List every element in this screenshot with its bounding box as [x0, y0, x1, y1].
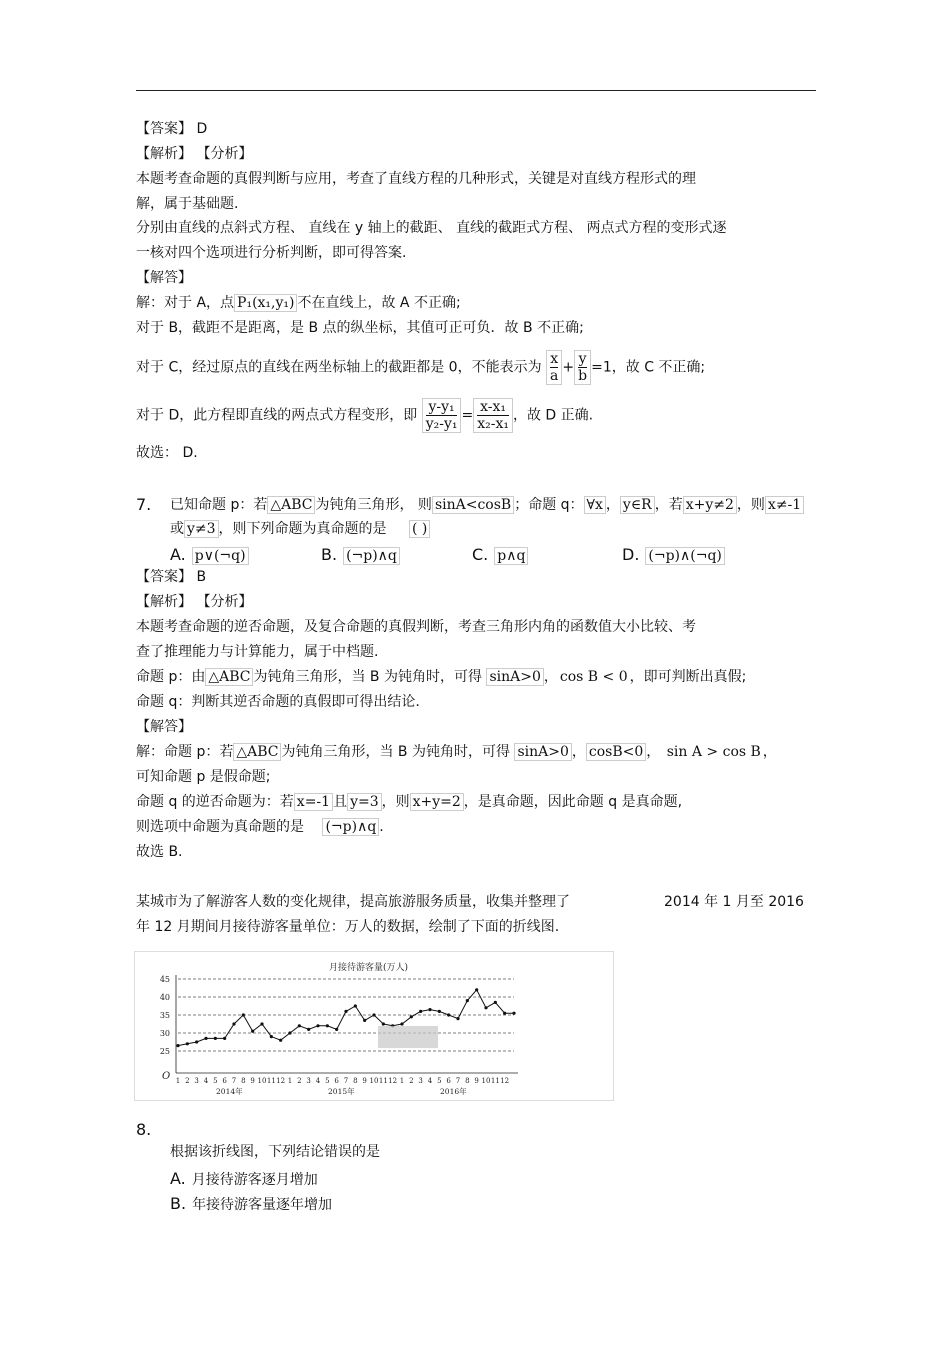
math: sinA<cosB	[432, 496, 514, 514]
x-tick-label: 9	[362, 1077, 367, 1085]
data-point	[204, 1037, 207, 1040]
data-point	[344, 1010, 347, 1013]
answer-line: 【答案】 B	[136, 569, 207, 585]
conclusion: 故选： D.	[136, 445, 198, 461]
x-tick-label: 4	[315, 1077, 321, 1085]
x-tick-label: 5	[325, 1077, 330, 1085]
numerator: x-x₁	[477, 399, 509, 416]
solution-text	[136, 743, 777, 761]
solution-text	[136, 793, 682, 811]
data-point	[475, 988, 478, 991]
text: ，	[543, 669, 558, 685]
math: ( )	[409, 520, 430, 538]
numerator: y	[578, 351, 587, 367]
analysis-text: 本题考查命题的逆否命题，及复合命题的真假判断，考查三角形内角的函数值大小比较、考	[136, 619, 696, 635]
text: 为钝角三角形，当 B 为钝角时，可得	[253, 669, 482, 685]
numerator: y-y₁	[426, 399, 458, 416]
data-point	[419, 1010, 422, 1013]
x-tick-label: 3	[306, 1077, 311, 1085]
text: ，	[646, 744, 661, 760]
analysis-text	[136, 668, 746, 686]
text: 且	[333, 794, 348, 810]
intro-text: 2014 年 1 月至 2016	[664, 894, 804, 910]
x-tick-label: 4	[427, 1077, 433, 1085]
option-c[interactable]	[472, 545, 528, 564]
analysis-text: 解，属于基础题.	[136, 196, 239, 212]
text: .	[379, 819, 384, 835]
x-tick-label: 12	[276, 1077, 286, 1085]
x-tick-label: 1	[175, 1077, 181, 1085]
math-fraction	[473, 398, 513, 433]
option-letter: C.	[472, 545, 489, 564]
option-b[interactable]	[321, 545, 400, 564]
solution-line-c: 对于 C，经过原点的直线在两坐标轴上的截距都是 0，不能表示为 $\frac{x}{a}$ + $\frac{y}{b}$ =1，故 C 不正确;	[136, 351, 706, 384]
data-point	[232, 1022, 235, 1025]
math: sin A > cos B	[666, 744, 761, 760]
option-a[interactable]	[170, 1169, 318, 1189]
solution-text: 可知命题 p 是假命题;	[136, 769, 271, 785]
data-point	[214, 1037, 217, 1040]
data-point	[298, 1024, 301, 1027]
year-label: 2014年	[216, 1087, 243, 1096]
data-point	[456, 1017, 459, 1020]
data-point	[251, 1030, 254, 1033]
data-point	[176, 1044, 179, 1047]
analysis-text: 分别由直线的点斜式方程、 直线在 y 轴上的截距、 直线的截距式方程、 两点式方程的变形式逐	[136, 220, 727, 236]
analysis-heading: 【解析】 【分析】	[136, 594, 253, 610]
x-tick-label: 11	[378, 1077, 388, 1085]
x-tick-label: 6	[222, 1077, 227, 1085]
math: sinA>0	[486, 668, 543, 686]
math: x+y≠2	[683, 496, 737, 514]
data-point	[307, 1028, 310, 1031]
data-point	[279, 1039, 282, 1042]
denominator: b	[578, 368, 588, 384]
x-tick-label: 8	[465, 1077, 470, 1085]
x-tick-label: 12	[388, 1077, 398, 1085]
option-letter: D.	[622, 545, 640, 564]
solution-line-b: 对于 B，截距不是距离，是 B 点的纵坐标，其值可正可负．故 B 不正确;	[136, 320, 584, 336]
option-text: 年接待游客量逐年增加	[192, 1197, 333, 1213]
option-text: p∧q	[494, 547, 528, 565]
x-tick-label: 6	[446, 1077, 451, 1085]
data-point	[354, 1004, 357, 1007]
text: 对于 D，此方程即直线的两点式方程变形，即	[136, 407, 418, 424]
text: 不在直线上，故 A 不正确;	[297, 295, 461, 311]
solution-line-a	[136, 294, 461, 312]
option-text: (¬p)∧q	[343, 547, 400, 565]
text: ，	[762, 744, 777, 760]
x-tick-label: 2	[185, 1077, 190, 1085]
data-point	[326, 1024, 329, 1027]
math: cosB<0	[586, 743, 646, 761]
solution-text	[136, 818, 384, 836]
option-text: p∨(¬q)	[192, 547, 249, 565]
data-point	[410, 1015, 413, 1018]
math: y∈R	[620, 496, 655, 514]
text: 对于 C，经过原点的直线在两坐标轴上的截距都是 0，不能表示为	[136, 359, 542, 376]
data-point	[400, 1022, 403, 1025]
analysis-text: 命题 q：判断其逆否命题的真假即可得出结论.	[136, 694, 420, 710]
y-tick-label: 30	[159, 1029, 170, 1038]
denominator: x₂-x₁	[477, 416, 509, 432]
data-point	[466, 999, 469, 1002]
year-label: 2016年	[440, 1087, 467, 1096]
origin-label: O	[162, 1071, 171, 1082]
data-point	[494, 1001, 497, 1004]
x-tick-label: 5	[437, 1077, 442, 1085]
solution-heading: 【解答】	[136, 719, 192, 735]
data-point	[447, 1013, 450, 1016]
math-fraction	[422, 398, 462, 433]
x-tick-label: 8	[241, 1077, 246, 1085]
header-rule	[136, 90, 816, 91]
data-point	[316, 1024, 319, 1027]
x-tick-label: 9	[474, 1077, 479, 1085]
line-chart	[134, 951, 614, 1101]
data-point	[242, 1013, 245, 1016]
x-tick-label: 2	[409, 1077, 414, 1085]
y-tick-labels	[160, 975, 170, 1056]
math: △ABC	[267, 496, 315, 514]
intro-text: 某城市为了解游客人数的变化规律，提高旅游服务质量，收集并整理了	[136, 894, 570, 910]
data-point	[428, 1008, 431, 1011]
year-label: 2015年	[328, 1087, 355, 1096]
solution-line-d: 对于 D，此方程即直线的两点式方程变形，即 $\frac{\text{y-y₁}}{\text{y₂-y₁}}$ = $\frac{\text{x-x₁}}{\text{x₂-x₁}}$ ，故 D 正确.	[136, 399, 594, 432]
x-tick-label: 10	[481, 1077, 491, 1085]
text: ，故 D 正确.	[512, 407, 594, 424]
data-point	[484, 1006, 487, 1009]
text: ，	[605, 497, 620, 513]
option-letter: B.	[170, 1194, 187, 1213]
x-tick-label: 11	[490, 1077, 500, 1085]
intro-text: 年 12 月期间月接待游客量单位：万人的数据，绘制了下面的折线图.	[136, 919, 560, 935]
blurred-watermark	[378, 1026, 438, 1048]
data-point	[195, 1040, 198, 1043]
text: ，则	[381, 794, 410, 810]
data-point	[512, 1012, 515, 1015]
math: △ABC	[205, 668, 253, 686]
math: cos B < 0	[559, 669, 628, 685]
math: y=3	[347, 793, 382, 811]
text: 解：命题 p：若	[136, 744, 234, 760]
data-point	[372, 1013, 375, 1016]
option-text: 月接待游客逐月增加	[191, 1172, 318, 1188]
conclusion: 故选 B.	[136, 844, 183, 860]
text: 解：对于 A，点	[136, 295, 235, 311]
data-point	[270, 1035, 273, 1038]
data-point	[438, 1010, 441, 1013]
text: 则选项中命题为真命题的是	[136, 819, 304, 835]
math-fraction	[574, 350, 591, 385]
math-point: P₁(x₁,y₁)	[234, 294, 297, 312]
data-point	[503, 1012, 506, 1015]
text: ，则	[736, 497, 765, 513]
text: ，是真命题，因此命题 q 是真命题,	[463, 794, 683, 810]
solution-heading: 【解答】	[136, 270, 192, 286]
option-b[interactable]	[170, 1194, 332, 1214]
x-tick-label: 10	[369, 1077, 379, 1085]
numerator: x	[550, 351, 559, 367]
option-letter: A.	[170, 1169, 186, 1188]
chart-title: 月接待游客量(万人)	[329, 963, 409, 973]
x-tick-label: 6	[334, 1077, 339, 1085]
analysis-heading: 【解析】 【分析】	[136, 146, 253, 162]
analysis-text: 查了推理能力与计算能力，属于中档题.	[136, 644, 379, 660]
x-axis	[176, 1073, 518, 1096]
option-letter: B.	[321, 545, 338, 564]
text: 已知命题 p：若	[170, 497, 268, 513]
text: ，若	[654, 497, 683, 513]
denominator: y₂-y₁	[425, 416, 458, 432]
math: (¬p)∧q	[322, 818, 379, 836]
text: ，则下列命题为真命题的是	[218, 521, 387, 537]
x-tick-label: 11	[266, 1077, 276, 1085]
question-stem	[170, 496, 804, 514]
question-stem	[170, 520, 430, 538]
math: sinA>0	[514, 743, 571, 761]
x-tick-label: 7	[455, 1077, 461, 1085]
math: ∀x	[584, 496, 606, 514]
text: ，故 C 不正确;	[611, 359, 706, 376]
x-tick-label: 1	[399, 1077, 405, 1085]
data-point	[288, 1031, 291, 1034]
x-tick-label: 2	[297, 1077, 302, 1085]
option-a[interactable]	[170, 545, 249, 564]
text: ，	[571, 744, 586, 760]
denominator: a	[550, 368, 559, 384]
math-fraction	[546, 350, 562, 385]
data-point	[335, 1028, 338, 1031]
analysis-text: 一核对四个选项进行分析判断，即可得答案.	[136, 245, 407, 261]
text: 命题 p：由	[136, 669, 206, 685]
y-tick-label: 45	[159, 975, 170, 984]
x-tick-label: 12	[500, 1077, 510, 1085]
text: 命题 q 的逆否命题为：若	[136, 794, 294, 810]
text: ，即可判断出真假;	[629, 669, 747, 685]
y-tick-label: 40	[159, 993, 170, 1002]
data-point	[363, 1019, 366, 1022]
y-tick-label: 35	[159, 1011, 170, 1020]
question-number: 7.	[136, 495, 152, 514]
y-grid	[176, 975, 514, 1073]
text: 为钝角三角形， 则	[315, 497, 432, 513]
question-number: 8.	[136, 1120, 152, 1139]
data-point	[260, 1022, 263, 1025]
data-point	[186, 1042, 189, 1045]
x-tick-label: 7	[343, 1077, 349, 1085]
x-tick-label: 4	[203, 1077, 209, 1085]
math: x+y=2	[410, 793, 464, 811]
x-tick-label: 1	[287, 1077, 293, 1085]
text: 为钝角三角形，当 B 为钝角时，可得	[281, 744, 510, 760]
question-stem: 根据该折线图，下列结论错误的是	[170, 1144, 380, 1160]
math-eq: =1	[591, 359, 612, 376]
x-tick-label: 5	[213, 1077, 218, 1085]
analysis-text: 本题考查命题的真假判断与应用，考查了直线方程的几种形式，关键是对直线方程形式的理	[136, 171, 696, 187]
math: △ABC	[233, 743, 281, 761]
option-letter: A.	[170, 545, 186, 564]
series-line	[178, 990, 514, 1046]
text: ；命题 q：	[514, 497, 584, 513]
data-point	[223, 1037, 226, 1040]
math: x=-1	[294, 793, 333, 811]
x-tick-label: 10	[257, 1077, 267, 1085]
x-tick-label: 7	[231, 1077, 237, 1085]
data-point	[382, 1022, 385, 1025]
x-tick-label: 3	[194, 1077, 199, 1085]
text: 或	[170, 521, 184, 537]
answer-line: 【答案】 D	[136, 121, 208, 137]
x-tick-label: 9	[250, 1077, 255, 1085]
x-tick-label: 3	[418, 1077, 423, 1085]
math: x≠-1	[765, 496, 804, 514]
x-tick-label: 8	[353, 1077, 358, 1085]
option-d[interactable]	[622, 545, 725, 564]
y-tick-label: 25	[159, 1047, 170, 1056]
math: y≠3	[184, 520, 219, 538]
option-text: (¬p)∧(¬q)	[645, 547, 724, 565]
